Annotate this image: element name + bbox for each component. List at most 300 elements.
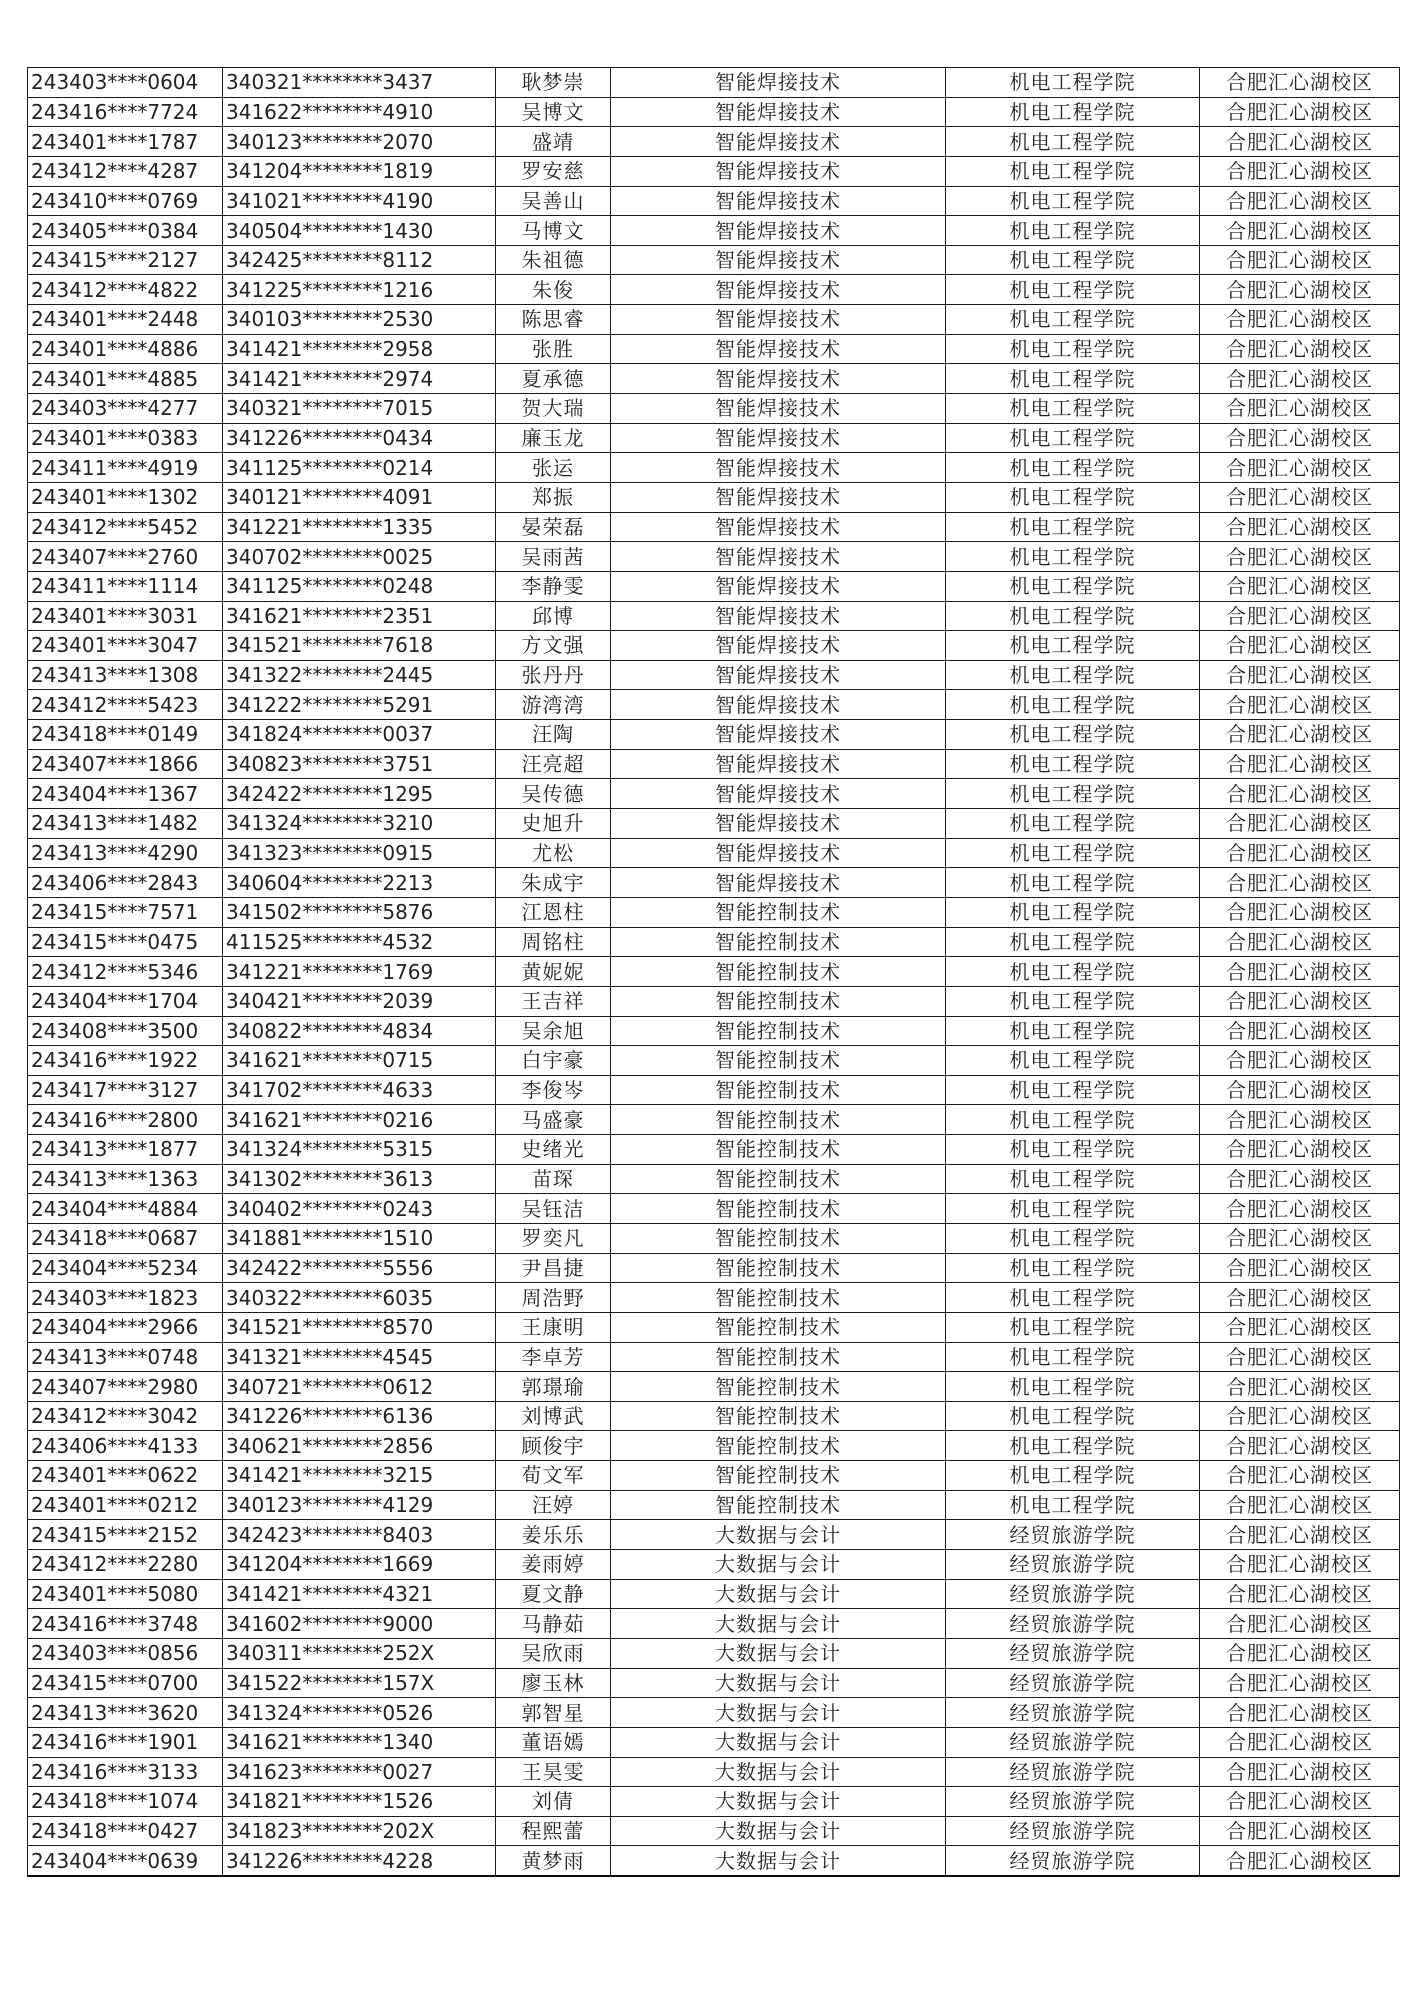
exam-number-cell: 243415****0475 xyxy=(28,927,223,957)
name-cell: 刘倩 xyxy=(496,1787,611,1817)
major-cell: 智能控制技术 xyxy=(611,986,946,1016)
table-row xyxy=(28,986,1400,1016)
id-number-cell: 341302********3613 xyxy=(223,1164,496,1194)
id-number-cell: 341225********1216 xyxy=(223,275,496,305)
college-cell: 经贸旅游学院 xyxy=(946,1668,1200,1698)
exam-number-cell: 243404****5234 xyxy=(28,1253,223,1283)
exam-number-cell: 243417****3127 xyxy=(28,1075,223,1105)
exam-number-cell: 243401****0622 xyxy=(28,1461,223,1491)
name-cell: 吴传德 xyxy=(496,779,611,809)
table-row xyxy=(28,1253,1400,1283)
exam-number-cell: 243416****1922 xyxy=(28,1046,223,1076)
major-cell: 智能控制技术 xyxy=(611,1194,946,1224)
major-cell: 智能控制技术 xyxy=(611,1283,946,1313)
id-number-cell: 340123********4129 xyxy=(223,1490,496,1520)
college-cell: 机电工程学院 xyxy=(946,542,1200,572)
major-cell: 智能控制技术 xyxy=(611,1223,946,1253)
id-number-cell: 341324********5315 xyxy=(223,1135,496,1165)
table-row xyxy=(28,897,1400,927)
college-cell: 机电工程学院 xyxy=(946,1431,1200,1461)
major-cell: 智能焊接技术 xyxy=(611,512,946,542)
id-number-cell: 341621********0715 xyxy=(223,1046,496,1076)
name-cell: 顾俊宇 xyxy=(496,1431,611,1461)
name-cell: 张胜 xyxy=(496,334,611,364)
exam-number-cell: 243404****0639 xyxy=(28,1846,223,1876)
major-cell: 大数据与会计 xyxy=(611,1609,946,1639)
table-row xyxy=(28,364,1400,394)
campus-cell: 合肥汇心湖校区 xyxy=(1200,423,1400,453)
name-cell: 游湾湾 xyxy=(496,690,611,720)
id-number-cell: 341221********1769 xyxy=(223,957,496,987)
name-cell: 张运 xyxy=(496,453,611,483)
major-cell: 智能焊接技术 xyxy=(611,601,946,631)
college-cell: 经贸旅游学院 xyxy=(946,1550,1200,1580)
table-row xyxy=(28,1046,1400,1076)
college-cell: 机电工程学院 xyxy=(946,1164,1200,1194)
campus-cell: 合肥汇心湖校区 xyxy=(1200,1490,1400,1520)
table-row xyxy=(28,275,1400,305)
major-cell: 智能控制技术 xyxy=(611,1253,946,1283)
campus-cell: 合肥汇心湖校区 xyxy=(1200,275,1400,305)
campus-cell: 合肥汇心湖校区 xyxy=(1200,394,1400,424)
exam-number-cell: 243410****0769 xyxy=(28,186,223,216)
name-cell: 李静雯 xyxy=(496,571,611,601)
name-cell: 尤松 xyxy=(496,838,611,868)
id-number-cell: 341621********0216 xyxy=(223,1105,496,1135)
campus-cell: 合肥汇心湖校区 xyxy=(1200,1105,1400,1135)
id-number-cell: 341125********0214 xyxy=(223,453,496,483)
major-cell: 智能焊接技术 xyxy=(611,720,946,750)
name-cell: 黄妮妮 xyxy=(496,957,611,987)
college-cell: 机电工程学院 xyxy=(946,1016,1200,1046)
name-cell: 黄梦雨 xyxy=(496,1846,611,1876)
college-cell: 机电工程学院 xyxy=(946,275,1200,305)
exam-number-cell: 243412****5346 xyxy=(28,957,223,987)
major-cell: 智能控制技术 xyxy=(611,1490,946,1520)
campus-cell: 合肥汇心湖校区 xyxy=(1200,1164,1400,1194)
campus-cell: 合肥汇心湖校区 xyxy=(1200,1520,1400,1550)
table-row xyxy=(28,1846,1400,1876)
id-number-cell: 341421********4321 xyxy=(223,1579,496,1609)
table-row xyxy=(28,245,1400,275)
name-cell: 王昊雯 xyxy=(496,1757,611,1787)
college-cell: 机电工程学院 xyxy=(946,1135,1200,1165)
campus-cell: 合肥汇心湖校区 xyxy=(1200,720,1400,750)
campus-cell: 合肥汇心湖校区 xyxy=(1200,957,1400,987)
id-number-cell: 340822********4834 xyxy=(223,1016,496,1046)
id-number-cell: 341421********2958 xyxy=(223,334,496,364)
name-cell: 江恩柱 xyxy=(496,897,611,927)
exam-number-cell: 243413****1877 xyxy=(28,1135,223,1165)
name-cell: 苗琛 xyxy=(496,1164,611,1194)
name-cell: 郑振 xyxy=(496,482,611,512)
college-cell: 机电工程学院 xyxy=(946,720,1200,750)
college-cell: 机电工程学院 xyxy=(946,601,1200,631)
exam-number-cell: 243412****4822 xyxy=(28,275,223,305)
campus-cell: 合肥汇心湖校区 xyxy=(1200,868,1400,898)
exam-number-cell: 243413****0748 xyxy=(28,1342,223,1372)
major-cell: 智能控制技术 xyxy=(611,1312,946,1342)
name-cell: 李俊岑 xyxy=(496,1075,611,1105)
exam-number-cell: 243401****3047 xyxy=(28,631,223,661)
exam-number-cell: 243415****2127 xyxy=(28,245,223,275)
table-row xyxy=(28,809,1400,839)
exam-number-cell: 243413****3620 xyxy=(28,1698,223,1728)
name-cell: 吴善山 xyxy=(496,186,611,216)
college-cell: 机电工程学院 xyxy=(946,305,1200,335)
major-cell: 智能焊接技术 xyxy=(611,334,946,364)
table-row xyxy=(28,631,1400,661)
table-row xyxy=(28,1816,1400,1846)
campus-cell: 合肥汇心湖校区 xyxy=(1200,542,1400,572)
major-cell: 智能焊接技术 xyxy=(611,749,946,779)
college-cell: 经贸旅游学院 xyxy=(946,1520,1200,1550)
major-cell: 大数据与会计 xyxy=(611,1727,946,1757)
id-number-cell: 340103********2530 xyxy=(223,305,496,335)
major-cell: 智能焊接技术 xyxy=(611,453,946,483)
exam-number-cell: 243411****4919 xyxy=(28,453,223,483)
table-row xyxy=(28,1727,1400,1757)
major-cell: 智能控制技术 xyxy=(611,1016,946,1046)
major-cell: 智能焊接技术 xyxy=(611,482,946,512)
major-cell: 智能控制技术 xyxy=(611,957,946,987)
major-cell: 智能焊接技术 xyxy=(611,156,946,186)
exam-number-cell: 243413****1363 xyxy=(28,1164,223,1194)
table-row xyxy=(28,720,1400,750)
campus-cell: 合肥汇心湖校区 xyxy=(1200,1075,1400,1105)
college-cell: 机电工程学院 xyxy=(946,660,1200,690)
id-number-cell: 340121********4091 xyxy=(223,482,496,512)
campus-cell: 合肥汇心湖校区 xyxy=(1200,1431,1400,1461)
college-cell: 机电工程学院 xyxy=(946,423,1200,453)
major-cell: 智能控制技术 xyxy=(611,1105,946,1135)
exam-number-cell: 243412****3042 xyxy=(28,1401,223,1431)
exam-number-cell: 243401****0212 xyxy=(28,1490,223,1520)
campus-cell: 合肥汇心湖校区 xyxy=(1200,809,1400,839)
campus-cell: 合肥汇心湖校区 xyxy=(1200,1312,1400,1342)
table-row xyxy=(28,482,1400,512)
id-number-cell: 341321********4545 xyxy=(223,1342,496,1372)
name-cell: 盛靖 xyxy=(496,127,611,157)
id-number-cell: 341204********1669 xyxy=(223,1550,496,1580)
id-number-cell: 340322********6035 xyxy=(223,1283,496,1313)
major-cell: 大数据与会计 xyxy=(611,1698,946,1728)
major-cell: 智能焊接技术 xyxy=(611,542,946,572)
name-cell: 李卓芳 xyxy=(496,1342,611,1372)
id-number-cell: 341623********0027 xyxy=(223,1757,496,1787)
major-cell: 大数据与会计 xyxy=(611,1638,946,1668)
id-number-cell: 341222********5291 xyxy=(223,690,496,720)
exam-number-cell: 243405****0384 xyxy=(28,216,223,246)
college-cell: 经贸旅游学院 xyxy=(946,1579,1200,1609)
campus-cell: 合肥汇心湖校区 xyxy=(1200,631,1400,661)
id-number-cell: 341421********3215 xyxy=(223,1461,496,1491)
exam-number-cell: 243404****1704 xyxy=(28,986,223,1016)
id-number-cell: 411525********4532 xyxy=(223,927,496,957)
campus-cell: 合肥汇心湖校区 xyxy=(1200,749,1400,779)
major-cell: 智能焊接技术 xyxy=(611,275,946,305)
college-cell: 机电工程学院 xyxy=(946,1490,1200,1520)
table-row xyxy=(28,186,1400,216)
major-cell: 智能控制技术 xyxy=(611,927,946,957)
id-number-cell: 340123********2070 xyxy=(223,127,496,157)
campus-cell: 合肥汇心湖校区 xyxy=(1200,1787,1400,1817)
exam-number-cell: 243415****0700 xyxy=(28,1668,223,1698)
exam-number-cell: 243416****1901 xyxy=(28,1727,223,1757)
college-cell: 机电工程学院 xyxy=(946,216,1200,246)
major-cell: 智能焊接技术 xyxy=(611,216,946,246)
name-cell: 汪婷 xyxy=(496,1490,611,1520)
campus-cell: 合肥汇心湖校区 xyxy=(1200,453,1400,483)
table-row xyxy=(28,957,1400,987)
id-number-cell: 342422********5556 xyxy=(223,1253,496,1283)
id-number-cell: 340621********2856 xyxy=(223,1431,496,1461)
exam-number-cell: 243416****2800 xyxy=(28,1105,223,1135)
id-number-cell: 341702********4633 xyxy=(223,1075,496,1105)
college-cell: 机电工程学院 xyxy=(946,868,1200,898)
name-cell: 汪陶 xyxy=(496,720,611,750)
campus-cell: 合肥汇心湖校区 xyxy=(1200,1609,1400,1639)
name-cell: 马静茹 xyxy=(496,1609,611,1639)
name-cell: 汪亮超 xyxy=(496,749,611,779)
id-number-cell: 341881********1510 xyxy=(223,1223,496,1253)
campus-cell: 合肥汇心湖校区 xyxy=(1200,305,1400,335)
campus-cell: 合肥汇心湖校区 xyxy=(1200,1757,1400,1787)
exam-number-cell: 243401****4886 xyxy=(28,334,223,364)
table-row xyxy=(28,1164,1400,1194)
college-cell: 机电工程学院 xyxy=(946,364,1200,394)
table-row xyxy=(28,542,1400,572)
id-number-cell: 340402********0243 xyxy=(223,1194,496,1224)
name-cell: 夏文静 xyxy=(496,1579,611,1609)
college-cell: 机电工程学院 xyxy=(946,897,1200,927)
name-cell: 史绪光 xyxy=(496,1135,611,1165)
name-cell: 吴欣雨 xyxy=(496,1638,611,1668)
table-row xyxy=(28,1757,1400,1787)
campus-cell: 合肥汇心湖校区 xyxy=(1200,1846,1400,1876)
id-number-cell: 341323********0915 xyxy=(223,838,496,868)
table-row xyxy=(28,1135,1400,1165)
college-cell: 机电工程学院 xyxy=(946,186,1200,216)
name-cell: 罗安慈 xyxy=(496,156,611,186)
name-cell: 郭璟瑜 xyxy=(496,1372,611,1402)
id-number-cell: 341821********1526 xyxy=(223,1787,496,1817)
campus-cell: 合肥汇心湖校区 xyxy=(1200,68,1400,98)
table-row xyxy=(28,838,1400,868)
id-number-cell: 340604********2213 xyxy=(223,868,496,898)
college-cell: 经贸旅游学院 xyxy=(946,1609,1200,1639)
major-cell: 大数据与会计 xyxy=(611,1757,946,1787)
exam-number-cell: 243418****0687 xyxy=(28,1223,223,1253)
name-cell: 廉玉龙 xyxy=(496,423,611,453)
college-cell: 经贸旅游学院 xyxy=(946,1787,1200,1817)
major-cell: 智能焊接技术 xyxy=(611,127,946,157)
table-row xyxy=(28,1461,1400,1491)
exam-number-cell: 243403****0856 xyxy=(28,1638,223,1668)
name-cell: 吴余旭 xyxy=(496,1016,611,1046)
id-number-cell: 341204********1819 xyxy=(223,156,496,186)
name-cell: 方文强 xyxy=(496,631,611,661)
college-cell: 机电工程学院 xyxy=(946,1194,1200,1224)
name-cell: 董语嫣 xyxy=(496,1727,611,1757)
major-cell: 智能焊接技术 xyxy=(611,868,946,898)
major-cell: 智能控制技术 xyxy=(611,1401,946,1431)
major-cell: 智能焊接技术 xyxy=(611,186,946,216)
table-row xyxy=(28,394,1400,424)
college-cell: 机电工程学院 xyxy=(946,1401,1200,1431)
exam-number-cell: 243413****1308 xyxy=(28,660,223,690)
campus-cell: 合肥汇心湖校区 xyxy=(1200,660,1400,690)
name-cell: 程熙蕾 xyxy=(496,1816,611,1846)
exam-number-cell: 243404****1367 xyxy=(28,779,223,809)
college-cell: 机电工程学院 xyxy=(946,1105,1200,1135)
table-row xyxy=(28,1401,1400,1431)
major-cell: 智能控制技术 xyxy=(611,1164,946,1194)
exam-number-cell: 243413****4290 xyxy=(28,838,223,868)
major-cell: 大数据与会计 xyxy=(611,1846,946,1876)
table-row xyxy=(28,423,1400,453)
name-cell: 邱博 xyxy=(496,601,611,631)
major-cell: 大数据与会计 xyxy=(611,1816,946,1846)
campus-cell: 合肥汇心湖校区 xyxy=(1200,1668,1400,1698)
table-row xyxy=(28,1372,1400,1402)
id-number-cell: 341221********1335 xyxy=(223,512,496,542)
name-cell: 陈思睿 xyxy=(496,305,611,335)
campus-cell: 合肥汇心湖校区 xyxy=(1200,1342,1400,1372)
id-number-cell: 340721********0612 xyxy=(223,1372,496,1402)
college-cell: 机电工程学院 xyxy=(946,1342,1200,1372)
table-row xyxy=(28,601,1400,631)
college-cell: 机电工程学院 xyxy=(946,957,1200,987)
college-cell: 机电工程学院 xyxy=(946,631,1200,661)
table-row xyxy=(28,1312,1400,1342)
major-cell: 智能焊接技术 xyxy=(611,809,946,839)
name-cell: 耿梦崇 xyxy=(496,68,611,98)
table-row xyxy=(28,512,1400,542)
name-cell: 朱俊 xyxy=(496,275,611,305)
name-cell: 贺大瑞 xyxy=(496,394,611,424)
college-cell: 机电工程学院 xyxy=(946,1372,1200,1402)
campus-cell: 合肥汇心湖校区 xyxy=(1200,1372,1400,1402)
major-cell: 大数据与会计 xyxy=(611,1668,946,1698)
exam-number-cell: 243418****0149 xyxy=(28,720,223,750)
college-cell: 机电工程学院 xyxy=(946,749,1200,779)
id-number-cell: 342422********1295 xyxy=(223,779,496,809)
major-cell: 智能焊接技术 xyxy=(611,690,946,720)
major-cell: 智能焊接技术 xyxy=(611,305,946,335)
campus-cell: 合肥汇心湖校区 xyxy=(1200,97,1400,127)
name-cell: 白宇豪 xyxy=(496,1046,611,1076)
name-cell: 吴雨茜 xyxy=(496,542,611,572)
id-number-cell: 341502********5876 xyxy=(223,897,496,927)
name-cell: 姜雨婷 xyxy=(496,1550,611,1580)
id-number-cell: 340504********1430 xyxy=(223,216,496,246)
id-number-cell: 340311********252X xyxy=(223,1638,496,1668)
table-row xyxy=(28,1579,1400,1609)
exam-number-cell: 243401****4885 xyxy=(28,364,223,394)
id-number-cell: 341421********2974 xyxy=(223,364,496,394)
college-cell: 机电工程学院 xyxy=(946,127,1200,157)
name-cell: 荀文军 xyxy=(496,1461,611,1491)
campus-cell: 合肥汇心湖校区 xyxy=(1200,1194,1400,1224)
id-number-cell: 342425********8112 xyxy=(223,245,496,275)
major-cell: 智能焊接技术 xyxy=(611,364,946,394)
major-cell: 智能焊接技术 xyxy=(611,571,946,601)
college-cell: 机电工程学院 xyxy=(946,690,1200,720)
exam-number-cell: 243418****0427 xyxy=(28,1816,223,1846)
exam-number-cell: 243412****5423 xyxy=(28,690,223,720)
college-cell: 机电工程学院 xyxy=(946,1075,1200,1105)
id-number-cell: 341226********0434 xyxy=(223,423,496,453)
name-cell: 郭智星 xyxy=(496,1698,611,1728)
college-cell: 机电工程学院 xyxy=(946,779,1200,809)
exam-number-cell: 243404****2966 xyxy=(28,1312,223,1342)
major-cell: 智能焊接技术 xyxy=(611,779,946,809)
major-cell: 智能焊接技术 xyxy=(611,245,946,275)
roster-body xyxy=(28,68,1400,1877)
table-row xyxy=(28,156,1400,186)
name-cell: 夏承德 xyxy=(496,364,611,394)
id-number-cell: 341021********4190 xyxy=(223,186,496,216)
college-cell: 机电工程学院 xyxy=(946,1283,1200,1313)
college-cell: 机电工程学院 xyxy=(946,245,1200,275)
campus-cell: 合肥汇心湖校区 xyxy=(1200,1579,1400,1609)
name-cell: 罗奕凡 xyxy=(496,1223,611,1253)
table-row xyxy=(28,1223,1400,1253)
id-number-cell: 341621********2351 xyxy=(223,601,496,631)
id-number-cell: 342423********8403 xyxy=(223,1520,496,1550)
campus-cell: 合肥汇心湖校区 xyxy=(1200,1727,1400,1757)
campus-cell: 合肥汇心湖校区 xyxy=(1200,334,1400,364)
campus-cell: 合肥汇心湖校区 xyxy=(1200,690,1400,720)
name-cell: 吴钰洁 xyxy=(496,1194,611,1224)
table-row xyxy=(28,868,1400,898)
college-cell: 机电工程学院 xyxy=(946,68,1200,98)
college-cell: 机电工程学院 xyxy=(946,512,1200,542)
name-cell: 周浩野 xyxy=(496,1283,611,1313)
table-row xyxy=(28,571,1400,601)
name-cell: 姜乐乐 xyxy=(496,1520,611,1550)
campus-cell: 合肥汇心湖校区 xyxy=(1200,897,1400,927)
name-cell: 周铭柱 xyxy=(496,927,611,957)
exam-number-cell: 243401****2448 xyxy=(28,305,223,335)
exam-number-cell: 243401****3031 xyxy=(28,601,223,631)
id-number-cell: 340321********3437 xyxy=(223,68,496,98)
name-cell: 尹昌捷 xyxy=(496,1253,611,1283)
exam-number-cell: 243415****7571 xyxy=(28,897,223,927)
campus-cell: 合肥汇心湖校区 xyxy=(1200,1461,1400,1491)
major-cell: 智能焊接技术 xyxy=(611,423,946,453)
campus-cell: 合肥汇心湖校区 xyxy=(1200,927,1400,957)
campus-cell: 合肥汇心湖校区 xyxy=(1200,1401,1400,1431)
campus-cell: 合肥汇心湖校区 xyxy=(1200,1816,1400,1846)
id-number-cell: 341324********0526 xyxy=(223,1698,496,1728)
college-cell: 机电工程学院 xyxy=(946,453,1200,483)
exam-number-cell: 243401****1787 xyxy=(28,127,223,157)
college-cell: 机电工程学院 xyxy=(946,482,1200,512)
major-cell: 智能焊接技术 xyxy=(611,660,946,690)
campus-cell: 合肥汇心湖校区 xyxy=(1200,216,1400,246)
id-number-cell: 341622********4910 xyxy=(223,97,496,127)
campus-cell: 合肥汇心湖校区 xyxy=(1200,127,1400,157)
major-cell: 智能焊接技术 xyxy=(611,838,946,868)
exam-number-cell: 243416****3748 xyxy=(28,1609,223,1639)
campus-cell: 合肥汇心湖校区 xyxy=(1200,1283,1400,1313)
table-row xyxy=(28,927,1400,957)
table-row xyxy=(28,1787,1400,1817)
exam-number-cell: 243416****7724 xyxy=(28,97,223,127)
campus-cell: 合肥汇心湖校区 xyxy=(1200,482,1400,512)
